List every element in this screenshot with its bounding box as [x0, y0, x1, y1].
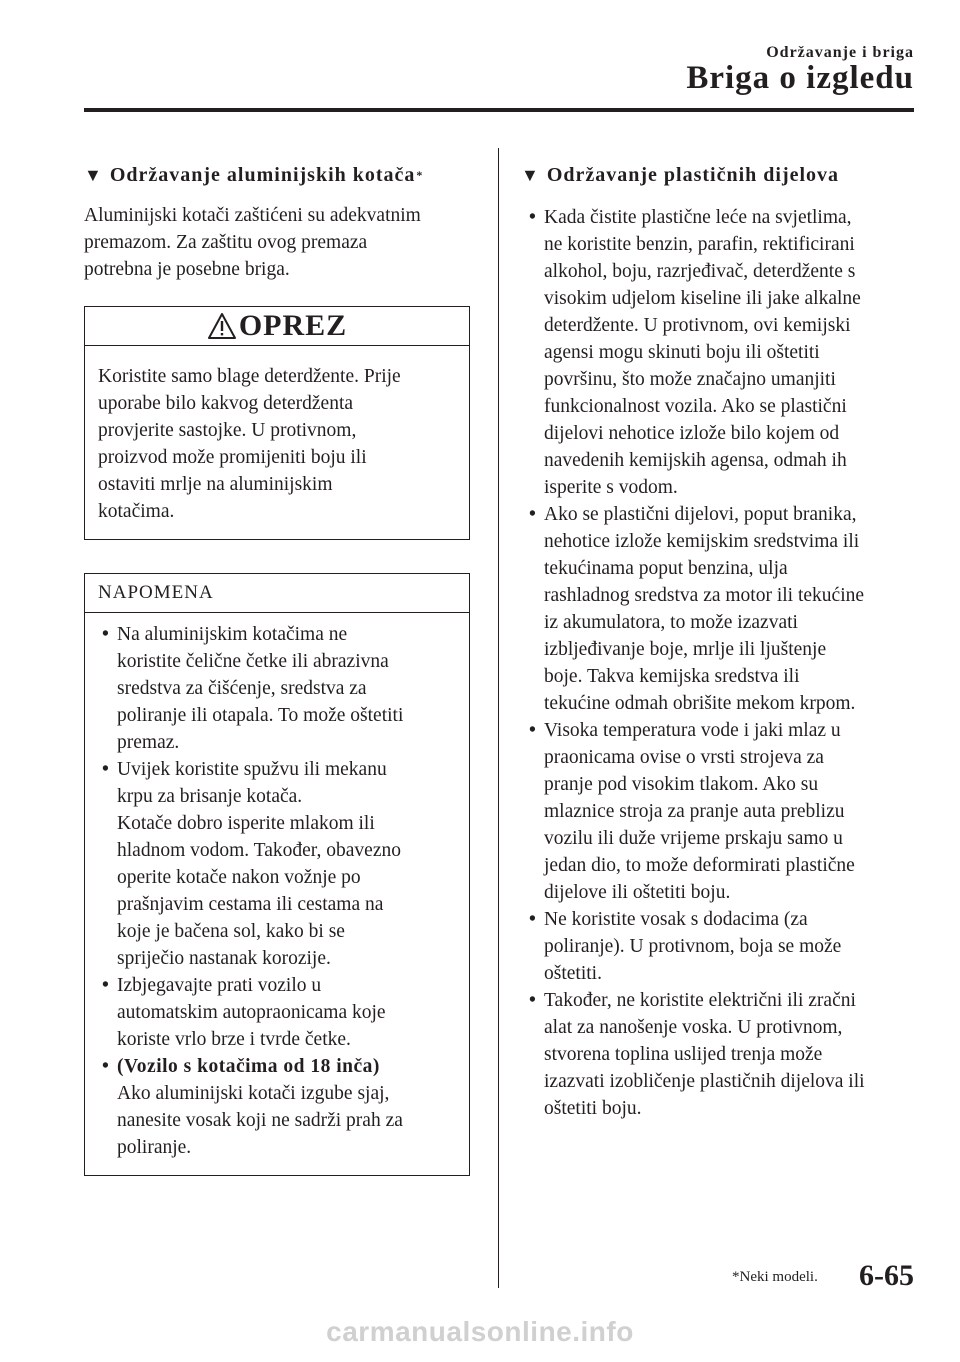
triangle-marker-icon: ▼: [521, 165, 540, 185]
text-line: nehotice izlože kemijskim sredstvima ili: [544, 531, 860, 552]
text-line: izbljeđivanje boje, mrlje ili ljuštenje: [544, 639, 827, 660]
note-header: NAPOMENA: [85, 574, 469, 613]
header-rule: [84, 108, 914, 112]
note-bullet: [98, 621, 457, 756]
text-line: stvorena toplina uslijed trenja može: [544, 1044, 823, 1065]
text-line: premazom. Za zaštitu ovog premaza: [84, 232, 368, 253]
text-line: Aluminijski kotači zaštićeni su adekvatnim: [84, 205, 421, 226]
text-line: koje je bačena sol, kako bi se: [117, 921, 345, 942]
heading-text: Održavanje aluminijskih kotača: [109, 164, 416, 186]
caution-box: [84, 306, 470, 540]
text-line: premaz.: [117, 732, 180, 753]
text-line: Ako se plastični dijelovi, poput branika,: [544, 504, 857, 525]
bullet-dot: •: [529, 720, 536, 741]
text-line: Također, ne koristite električni ili zračni: [544, 990, 856, 1011]
text-line: vozilu ili duže vrijeme prskaju samo u: [544, 828, 843, 849]
section-heading-plastic-parts: [521, 160, 917, 190]
text-line: boje. Takva kemijska sredstva ili: [544, 666, 800, 687]
text-line: ne koristite benzin, parafin, rektificirani: [544, 234, 855, 255]
bullet-dot: •: [102, 624, 109, 645]
section-heading-aluminium-wheels: [84, 160, 470, 190]
text-line: provjerite sastojke. U protivnom,: [98, 420, 357, 441]
text-line: praonicama ovise o vrsti strojeva za: [544, 747, 824, 768]
text-line: spriječio nastanak korozije.: [117, 948, 331, 969]
text-line: potrebna je posebne briga.: [84, 259, 290, 280]
caution-body: [85, 346, 469, 539]
text-line: Ako aluminijski kotači izgube sjaj,: [117, 1083, 390, 1104]
text-line: automatskim autopraonicama koje: [117, 1002, 386, 1023]
heading-text: Održavanje plastičnih dijelova: [546, 164, 840, 186]
text-line: funkcionalnost vozila. Ako se plastični: [544, 396, 847, 417]
running-header-section: Održavanje i briga: [766, 44, 914, 61]
text-line: sredstva za čišćenje, sredstva za: [117, 678, 367, 699]
text-line: poliranje). U protivnom, boja se može: [544, 936, 842, 957]
text-line: operite kotače nakon vožnje po: [117, 867, 361, 888]
intro-paragraph: [84, 202, 470, 283]
text-line: Koristite samo blage deterdžente. Prije: [98, 366, 401, 387]
note-body: [85, 613, 469, 1175]
text-line: rashladnog sredstva za motor ili tekućine: [544, 585, 865, 606]
right-column: [521, 160, 917, 1122]
text-line: jedan dio, to može deformirati plastične: [544, 855, 855, 876]
text-line: agensi mogu skinuti boju ili oštetiti: [544, 342, 820, 363]
left-column: [84, 160, 470, 1176]
bullet-dot: •: [529, 990, 536, 1011]
bullet-dot: •: [529, 207, 536, 228]
list-item: [525, 501, 917, 717]
text-line: koristite čelične četke ili abrazivna: [117, 651, 389, 672]
text-line: poliranje.: [117, 1137, 192, 1158]
list-item: [525, 204, 917, 501]
text-line: proizvod može promijeniti boju ili: [98, 447, 367, 468]
text-line: ostaviti mrlje na aluminijskim: [98, 474, 333, 495]
column-divider: [498, 148, 499, 1288]
text-line: iz akumulatora, to može izazvati: [544, 612, 798, 633]
text-line: alat za nanošenje voska. U protivnom,: [544, 1017, 843, 1038]
bullet-dot: •: [102, 759, 109, 780]
bullet-dot: •: [102, 1056, 109, 1077]
text-line: tekućine odmah obrišite mekom krpom.: [544, 693, 856, 714]
text-line: tekućinama poput benzina, ulja: [544, 558, 788, 579]
text-line: mlaznice stroja za pranje auta preblizu: [544, 801, 845, 822]
text-line: poliranje ili otapala. To može oštetiti: [117, 705, 404, 726]
bullet-dot: •: [529, 909, 536, 930]
text-line: Na aluminijskim kotačima ne: [117, 624, 348, 645]
plastic-parts-list: [521, 204, 917, 1122]
text-line: dijelovi nehotice izlože bilo kojem od: [544, 423, 840, 444]
text-line: deterdžente. U protivnom, ovi kemijski: [544, 315, 851, 336]
text-line: isperite s vodom.: [544, 477, 678, 498]
text-line: Izbjegavajte prati vozilo u: [117, 975, 322, 996]
triangle-marker-icon: ▼: [84, 165, 103, 185]
watermark: carmanualsonline.info: [326, 1316, 634, 1347]
text-line: nanesite vosak koji ne sadrži prah za: [117, 1110, 403, 1131]
text-line: Uvijek koristite spužvu ili mekanu: [117, 759, 387, 780]
page-number: 6-65: [859, 1259, 914, 1292]
list-item: [525, 906, 917, 987]
text-line: Ne koristite vosak s dodacima (za: [544, 909, 808, 930]
text-line: prašnjavim cestama ili cestama na: [117, 894, 384, 915]
footnote: *Neki modeli.: [732, 1269, 818, 1285]
text-line: izazvati izobličenje plastičnih dijelova ili: [544, 1071, 865, 1092]
text-line: krpu za brisanje kotača.: [117, 786, 303, 807]
text-line: površinu, što može značajno umanjiti: [544, 369, 836, 390]
text-line: visokim udjelom kiseline ili jake alkalne: [544, 288, 861, 309]
note-box: [84, 573, 470, 1176]
text-line: hladnom vodom. Također, obavezno: [117, 840, 401, 861]
text-line: koriste vrlo brze i tvrde četke.: [117, 1029, 351, 1050]
text-line: oštetiti boju.: [544, 1098, 642, 1119]
text-line: alkohol, boju, razrjeđivač, deterdžente s: [544, 261, 856, 282]
footnote-mark: *: [416, 168, 424, 182]
running-header-title: Briga o izgledu: [686, 60, 914, 96]
bold-subheading: (Vozilo s kotačima od 18 inča): [117, 1056, 380, 1077]
bullet-dot: •: [102, 975, 109, 996]
text-line: kotačima.: [98, 501, 175, 522]
text-line: pranje pod visokim tlakom. Ako su: [544, 774, 819, 795]
text-line: navedenih kemijskih agensa, odmah ih: [544, 450, 847, 471]
caution-title: OPREZ: [238, 309, 348, 342]
list-item: [525, 717, 917, 906]
text-line: oštetiti.: [544, 963, 602, 984]
note-bullet: [98, 972, 457, 1053]
list-item: [525, 987, 917, 1122]
note-bullet: [98, 756, 457, 972]
bullet-dot: •: [529, 504, 536, 525]
note-bullet: [98, 1053, 457, 1161]
text-line: Visoka temperatura vode i jaki mlaz u: [544, 720, 841, 741]
text-line: Kotače dobro isperite mlakom ili: [117, 813, 375, 834]
text-line: dijelove ili oštetiti boju.: [544, 882, 731, 903]
caution-header: [85, 307, 469, 346]
text-line: uporabe bilo kakvog deterdženta: [98, 393, 354, 414]
text-line: Kada čistite plastične leće na svjetlima,: [544, 207, 852, 228]
warning-triangle-icon: [207, 312, 237, 340]
